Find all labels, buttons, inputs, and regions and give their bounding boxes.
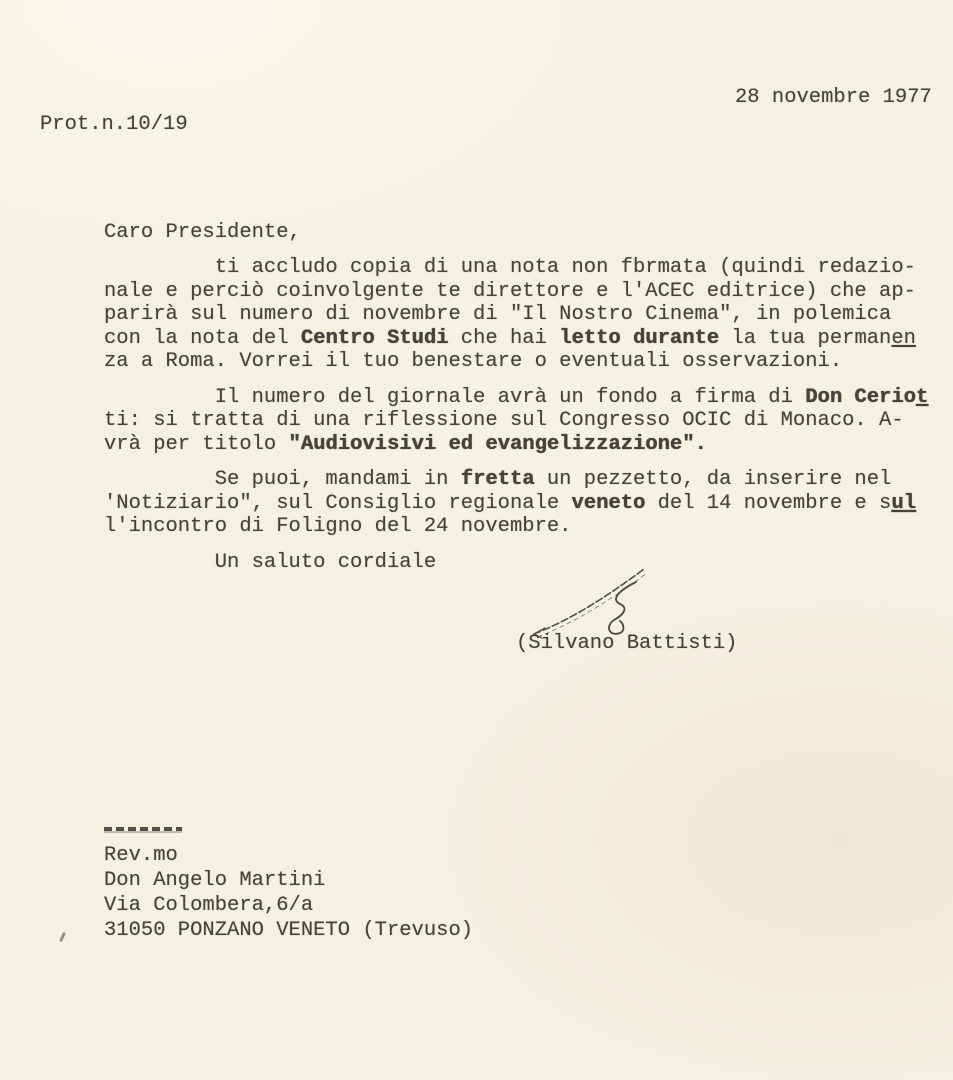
text-segment: parirà sul numero di novembre di "Il Nostro Cinema", in polemica [104, 303, 892, 326]
text-segment: del 14 novembre e s [645, 491, 892, 515]
signature-name: (Silvano Battisti) [516, 632, 738, 655]
text-line [104, 303, 928, 327]
text-segment: veneto [571, 491, 646, 515]
text-segment: la tua perman [719, 326, 892, 350]
underlined-text: ul [891, 491, 916, 515]
text-segment: nale e perciò coinvolgente te direttore e l'ACEC editrice) che ap- [104, 279, 916, 303]
text-segment: "Audiovisivi ed evangelizzazione". [288, 432, 707, 456]
text-segment: za a Roma. Vorrei il tuo benestare o eventuali osservazioni. [104, 350, 843, 373]
text-segment: che hai [448, 326, 560, 350]
text-segment: letto durante [559, 326, 720, 350]
text-segment: Don Cerio [805, 385, 916, 409]
text-segment: Il numero del giornale avrà un fondo a firma di [104, 385, 806, 409]
salutation: Caro Presidente, [104, 221, 301, 244]
text-segment: Rev.mo [104, 844, 178, 867]
recipient-line [104, 918, 473, 943]
text-segment: Se puoi, mandami in [104, 468, 461, 491]
letter-date: 28 novembre 1977 [735, 86, 932, 109]
underlined-text: en [891, 326, 916, 350]
text-segment: un pezzetto, da inserire nel [534, 468, 892, 491]
ink-mark [59, 932, 66, 942]
signature-glyph [609, 582, 636, 634]
text-line [104, 280, 928, 304]
recipient-line [104, 868, 473, 893]
text-line [104, 433, 928, 457]
underlined-text: t [915, 385, 929, 409]
text-line [104, 515, 928, 539]
protocol-number: Prot.n.10/19 [40, 113, 188, 136]
text-segment: l'incontro di Foligno del 24 novembre. [104, 515, 572, 538]
text-segment: 'Notiziario", sul Consiglio regionale [104, 491, 572, 515]
text-segment: fretta [460, 468, 535, 491]
text-line [104, 350, 928, 374]
text-line [104, 327, 928, 351]
flourish-stroke [534, 569, 644, 634]
text-segment: vrà per titolo [104, 432, 289, 456]
text-segment: 31050 PONZANO VENETO (Trevuso) [104, 919, 474, 942]
recipient-line [104, 893, 473, 918]
text-segment: Centro Studi [300, 326, 449, 350]
text-line [104, 468, 928, 492]
text-segment: ti: si tratta di una riflessione sul Congresso OCIC di Monaco. A- [104, 409, 904, 432]
text-segment: Don Angelo Martini [104, 869, 326, 892]
text-segment: con la nota del [104, 326, 301, 350]
letter-body [104, 256, 928, 574]
paragraph [104, 386, 928, 457]
text-segment: ti accludo copia di una nota non fbrmata (quindi redazio- [104, 256, 916, 279]
text-line [104, 409, 928, 433]
text-segment: Un saluto cordiale [104, 550, 437, 574]
recipient-block [104, 843, 473, 943]
paragraph [104, 468, 928, 539]
paragraph [104, 256, 928, 374]
text-line [104, 492, 928, 516]
text-segment: Via Colombera,6/a [104, 894, 314, 917]
text-line [104, 256, 928, 280]
text-line [104, 386, 928, 410]
recipient-line [104, 843, 473, 868]
separator-dashes [104, 827, 182, 831]
